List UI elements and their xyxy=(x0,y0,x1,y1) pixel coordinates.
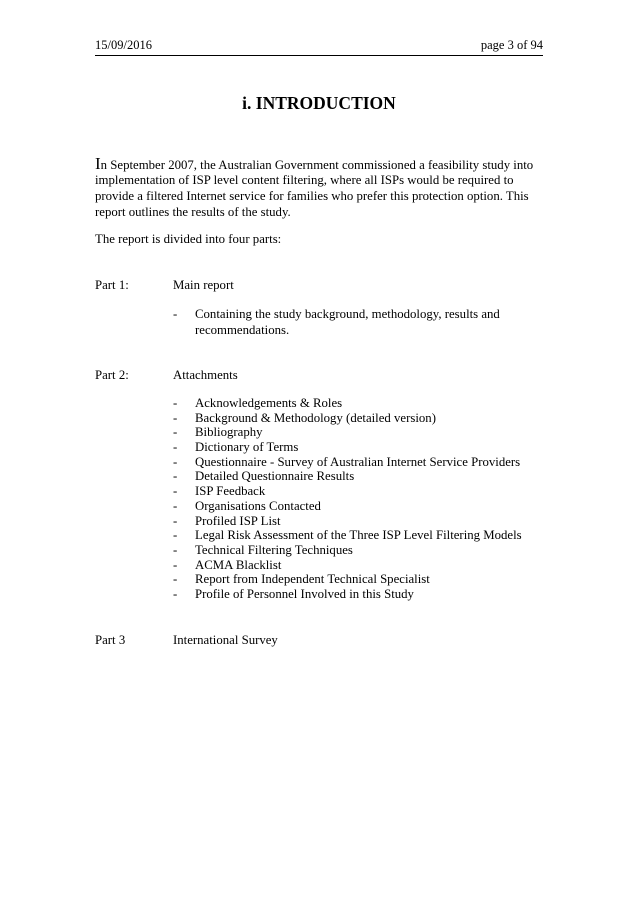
list-dash: - xyxy=(173,528,178,543)
page-title: i. INTRODUCTION xyxy=(242,93,396,113)
intro-line-text: n September 2007, the Australian Government commissioned a feasibility study into xyxy=(100,158,534,172)
list-dash: - xyxy=(173,307,178,321)
list-item xyxy=(173,306,500,322)
list-dash: - xyxy=(173,454,178,469)
intro-line xyxy=(95,156,547,172)
list-dash: - xyxy=(173,396,178,410)
list-item-text: Acknowledgements & Roles xyxy=(195,396,343,410)
part-1-list xyxy=(173,306,500,338)
intro-line: provide a filtered Internet service for families who prefer this protection option. This xyxy=(95,189,529,203)
page-header xyxy=(95,38,543,56)
list-item-text: Bibliography xyxy=(195,425,263,440)
list-item-text: Background & Methodology (detailed version) xyxy=(195,410,436,425)
list-item-text: Detailed Questionnaire Results xyxy=(195,469,355,484)
list-item-text: Dictionary of Terms xyxy=(195,440,299,455)
list-item-text: recommendations. xyxy=(195,323,290,337)
list-dash: - xyxy=(173,498,178,513)
list-item xyxy=(173,558,522,573)
list-dash: - xyxy=(173,469,178,484)
intro-dropcap: I xyxy=(95,154,101,173)
header-date: 15/09/2016 xyxy=(95,38,152,52)
list-dash: - xyxy=(173,557,178,572)
header-page-number: page 3 of 94 xyxy=(480,38,543,52)
list-item xyxy=(173,543,522,558)
part-2-title: Attachments xyxy=(173,368,238,382)
list-item xyxy=(173,411,522,426)
list-item xyxy=(173,396,522,411)
list-item-continuation xyxy=(173,322,500,338)
list-item xyxy=(173,469,522,484)
list-item xyxy=(173,484,522,499)
list-item-text: Legal Risk Assessment of the Three ISP Level Filtering Models xyxy=(195,528,522,543)
list-dash: - xyxy=(173,572,178,587)
list-dash: - xyxy=(173,586,178,601)
list-dash: - xyxy=(173,484,178,499)
list-item-text: Organisations Contacted xyxy=(195,498,321,513)
part-2-list xyxy=(173,396,522,602)
list-item xyxy=(173,455,522,470)
list-item xyxy=(173,514,522,529)
list-item-text: Profiled ISP List xyxy=(195,513,281,528)
list-item-text: Technical Filtering Techniques xyxy=(195,542,353,557)
list-item xyxy=(173,572,522,587)
list-item-text: ISP Feedback xyxy=(195,484,266,499)
list-item-text: Questionnaire - Survey of Australian Internet Service Providers xyxy=(195,454,521,469)
part-1-label: Part 1: xyxy=(95,278,129,292)
list-dash: - xyxy=(173,410,178,425)
intro-paragraph xyxy=(95,156,547,220)
list-item xyxy=(173,425,522,440)
part-2-label: Part 2: xyxy=(95,368,129,382)
list-item xyxy=(173,587,522,602)
list-item-text: Containing the study background, methodology, results and xyxy=(195,307,500,321)
divided-text: The report is divided into four parts: xyxy=(95,232,282,246)
list-item-text: Profile of Personnel Involved in this Study xyxy=(195,586,414,601)
list-item-text: ACMA Blacklist xyxy=(195,557,282,572)
list-dash: - xyxy=(173,425,178,440)
intro-line: report outlines the results of the study. xyxy=(95,205,291,219)
list-item xyxy=(173,440,522,455)
list-dash: - xyxy=(173,440,178,455)
intro-line: implementation of ISP level content filtering, where all ISPs would be required to xyxy=(95,173,514,187)
part-1-title: Main report xyxy=(173,278,234,292)
list-dash: - xyxy=(173,513,178,528)
part-3-label: Part 3 xyxy=(95,633,126,647)
list-item xyxy=(173,499,522,514)
part-3-title: International Survey xyxy=(173,633,278,647)
list-dash: - xyxy=(173,542,178,557)
list-item-text: Report from Independent Technical Specialist xyxy=(195,572,430,587)
list-item xyxy=(173,528,522,543)
